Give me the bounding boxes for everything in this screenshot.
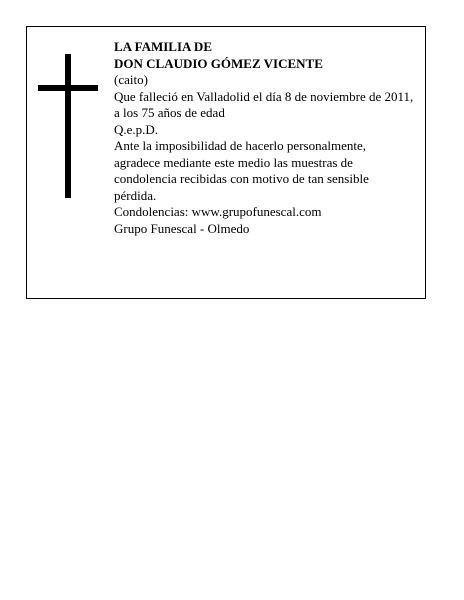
funeral-home: Grupo Funescal - Olmedo <box>114 220 250 236</box>
cross-vertical-bar <box>65 54 71 198</box>
notice-text <box>114 39 414 237</box>
heading-family: LA FAMILIA DE <box>114 39 212 54</box>
thanks-message: Ante la imposibilidad de hacerlo personalmente, agradece mediante este medio las muestras de condolencia recibidas con motivo de tan sensible pérdida. <box>114 138 369 203</box>
cross-horizontal-bar <box>38 85 98 91</box>
obituary-notice <box>26 26 426 299</box>
death-details: Que falleció en Valladolid el día 8 de noviembre de 2011, a los 75 años de edad <box>114 88 414 120</box>
heading-deceased-name: DON CLAUDIO GÓMEZ VICENTE <box>114 55 323 71</box>
qepd: Q.e.p.D. <box>114 121 159 137</box>
nickname: (caito) <box>114 72 148 87</box>
condolences-link: Condolencias: www.grupofunescal.com <box>114 204 322 219</box>
